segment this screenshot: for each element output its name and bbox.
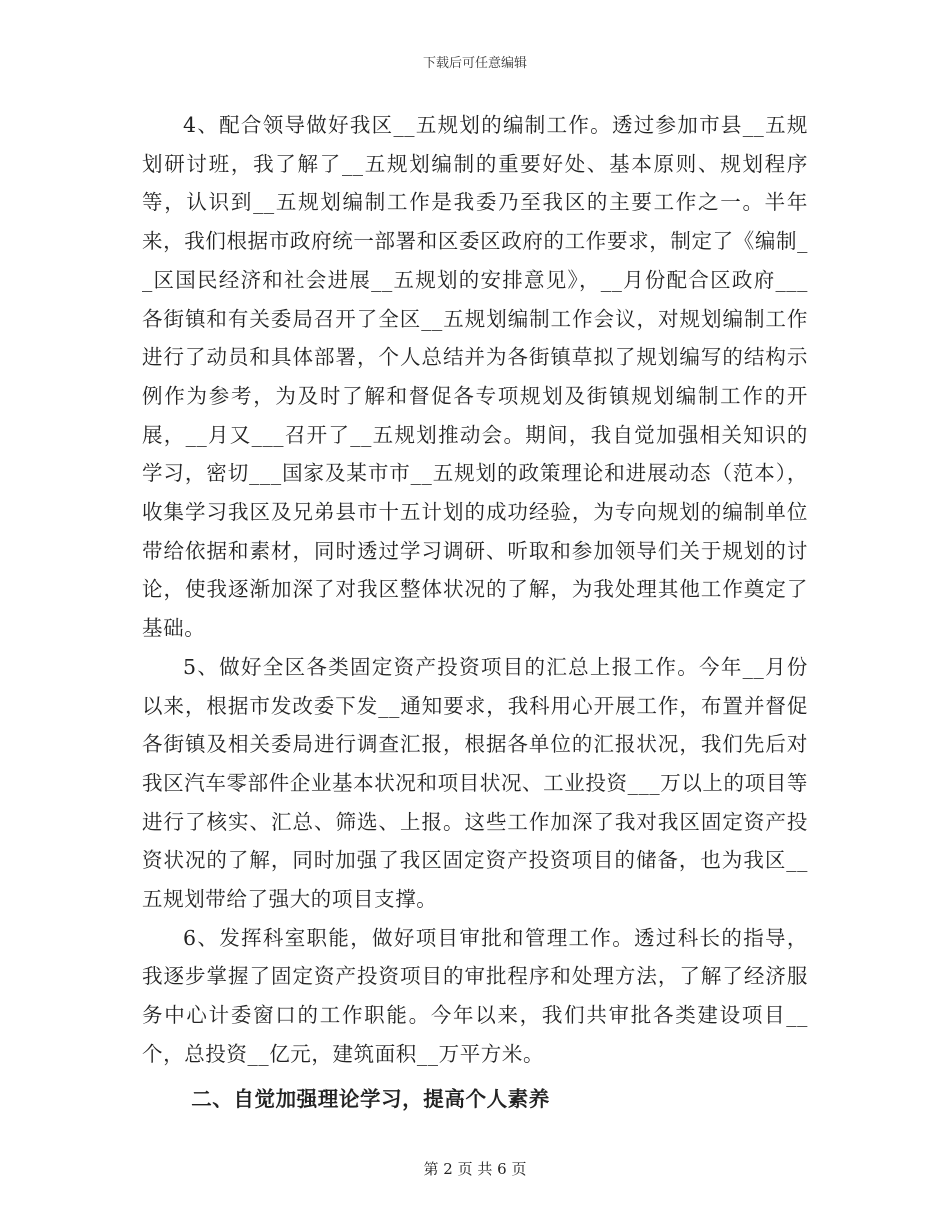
paragraph-item-6: 6、发挥科室职能，做好项目审批和管理工作。透过科长的指导，我逐步掌握了固定资产投资项目的审批程序和处理方法，了解了经济服务中心计委窗口的工作职能。今年以来，我们共审批各类建设项目__个，总投资__亿元，建筑面积__万平方米。: [142, 925, 808, 1066]
page-header: 下载后可任意编辑: [422, 56, 527, 71]
document-body: [142, 106, 808, 1118]
paragraph-item-5: 5、做好全区各类固定资产投资项目的汇总上报工作。今年__月份以来，根据市发改委下发__通知要求，我科用心开展工作，布置并督促各街镇及相关委局进行调查汇报，根据各单位的汇报状况，我们先后对我区汽车零部件企业基本状况和项目状况、工业投资___万以上的项目等进行了核实、汇总、筛选、上报。这些工作加深了我对我区固定资产投资状况的了解，同时加强了我区固定资产投资项目的储备，也为我区__五规划带给了强大的项目支撑。: [142, 654, 808, 912]
section-heading: 二、自觉加强理论学习，提高个人素养: [191, 1086, 550, 1111]
paragraph-item-4: 4、配合领导做好我区__五规划的编制工作。透过参加市县__五规划研讨班，我了解了__五规划编制的重要好处、基本原则、规划程序等，认识到__五规划编制工作是我委乃至我区的主要工作之一。半年来，我们根据市政府统一部署和区委区政府的工作要求，制定了《编制__区国民经济和社会进展__五规划的安排意见》，__月份配合区政府___各街镇和有关委局召开了全区__五规划编制工作会议，对规划编制工作进行了动员和具体部署，个人总结并为各街镇草拟了规划编写的结构示例作为参考，为及时了解和督促各专项规划及街镇规划编制工作的开展，__月又___召开了__五规划推动会。期间，我自觉加强相关知识的学习，密切___国家及某市市__五规划的政策理论和进展动态（范本），收集学习我区及兄弟县市十五计划的成功经验，为专向规划的编制单位带给依据和素材，同时透过学习调研、听取和参加领导们关于规划的讨论，使我逐渐加深了对我区整体状况的了解，为我处理其他工作奠定了基础。: [142, 113, 808, 641]
page-number-footer: 第 2 页 共 6 页: [423, 1160, 527, 1178]
